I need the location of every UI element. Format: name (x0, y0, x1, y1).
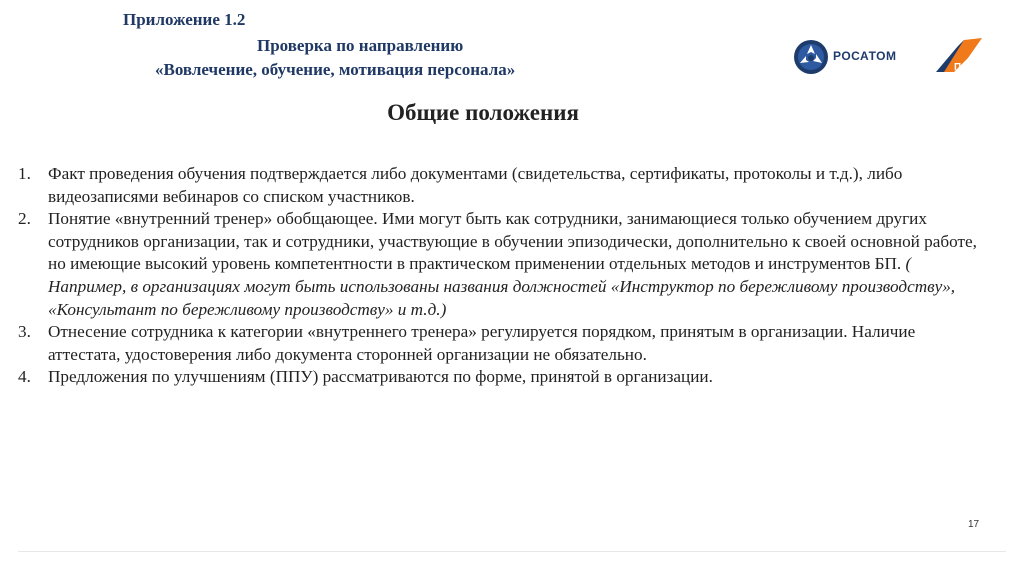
item-text: Отнесение сотрудника к категории «внутреннего тренера» регулируется порядком, принятым в организации. Наличие аттестата, удостоверения либо документа сторонней организации не обязательно. (48, 322, 916, 364)
item-number: 3. (18, 322, 31, 342)
item-number: 1. (18, 164, 31, 183)
list-item (18, 163, 978, 208)
psr-logo-text: ПСР (954, 62, 976, 73)
list-item (18, 366, 978, 389)
psr-logo (934, 36, 984, 76)
appendix-label: Приложение 1.2 (123, 10, 246, 29)
section-title: Общие положения (387, 100, 579, 125)
rosatom-logo (793, 38, 913, 76)
item-example-note: ( Например, в организациях могут быть использованы названия должностей «Инструктор по бережливому производству», «Консультант по бережливому производству» и т.д.) (48, 254, 956, 319)
psr-flag-icon (934, 36, 984, 76)
item-text: Понятие «внутренний тренер» обобщающее. Ими могут быть как сотрудники, занимающиеся только обучением других сотрудников организации, так и сотрудники, участвующие в обучении эпизодически, дополнительно к своей основной работе, но имеющие высокий уровень компетентности в практическом применении отдельных методов и инструментов БП. (48, 209, 977, 274)
rosatom-atom-icon (793, 39, 829, 75)
footer-divider (18, 551, 1006, 552)
item-number: 2. (18, 209, 31, 229)
list-item (18, 208, 978, 321)
list-item (18, 321, 978, 366)
page-number: 17 (968, 519, 980, 530)
check-direction-label: Проверка по направлению (257, 36, 464, 55)
item-text: Предложения по улучшениям (ППУ) рассматриваются по форме, принятой в организации. (48, 367, 713, 387)
item-number: 4. (18, 367, 31, 387)
rosatom-logo-text: РОСАТОМ (833, 49, 897, 63)
direction-title: «Вовлечение, обучение, мотивация персонала» (155, 60, 516, 79)
item-text: Факт проведения обучения подтверждается либо документами (свидетельства, сертификаты, протоколы и т.д.), либо видеозаписями вебинаров со списком участников. (48, 164, 903, 206)
provisions-list (18, 163, 978, 389)
